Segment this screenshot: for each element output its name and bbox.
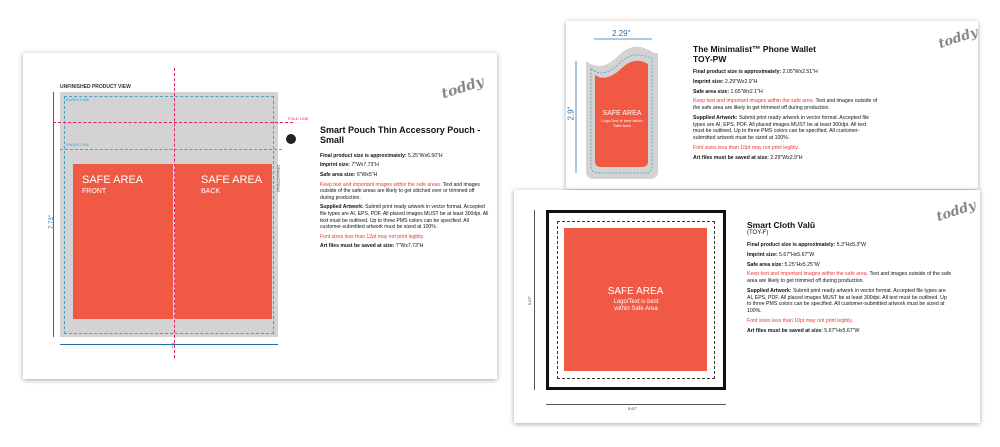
product-code: (TOY-F) xyxy=(747,230,769,236)
safe-warning: Keep text and important images within the safe area. Text and images outside of the safe area are likely to get trimmed off during production. xyxy=(693,98,878,111)
wallet-safe-sub: Logo/Text is best within Safe Area xyxy=(601,118,643,128)
cloth-height-label: 5.67" xyxy=(527,295,533,306)
final-size-line: Final product size is approximately: 2.05"Wx2.51"H xyxy=(693,69,818,75)
product-title: The Minimalist™ Phone Wallet xyxy=(693,44,816,54)
phone-wallet-spec-card xyxy=(566,21,978,189)
pouch-info xyxy=(320,125,490,253)
artwork-requirements: Supplied Artwork: Submit print ready artwork in vector format. Accepted file types are AI, EPS, PDF. All placed images MUST be at least 300dpi. All text must be outlined. Up to three PMS colors can be specified. All customer-submitted artwork must be sized at 100%. xyxy=(747,287,947,314)
imprint-size-line: Imprint size: 2.29"Wx2.9"H xyxy=(693,78,758,85)
artwork-requirements: Supplied Artwork: Submit print ready artwork in vector format. Accepted file types are AI, EPS, PDF. All placed images MUST be at least 300dpi. All text must be outlined. Up to three PMS colors can be specified. All customer-submitted artwork must be sized at 100%. xyxy=(693,114,869,141)
safe-area-front-sub: FRONT xyxy=(82,188,107,195)
safe-area-back-title: SAFE AREA xyxy=(201,174,263,186)
unfinished-view-header: UNFINISHED PRODUCT VIEW xyxy=(60,84,131,90)
saved-size-line: Art files must be saved at size: 5.67"Hx5.67"W xyxy=(747,327,860,334)
font-warning: Font sizes less than 10pt may not print legibly. xyxy=(747,317,854,324)
width-dimension-line xyxy=(60,344,278,345)
toddy-logo: toddy xyxy=(936,25,980,52)
drawstring-icon xyxy=(286,134,296,144)
height-dimension-label: 7.73" xyxy=(48,215,55,229)
cloth-height-line xyxy=(534,210,535,390)
wallet-info xyxy=(693,44,878,164)
cloth-safe-sub: Logo/Text is best within Safe Area xyxy=(613,299,659,313)
safe-area-front xyxy=(73,164,173,319)
product-title: Smart Pouch Thin Accessory Pouch - Small xyxy=(320,125,481,146)
wallet-width-label: 2.29" xyxy=(612,29,631,38)
toddy-logo: toddy xyxy=(934,198,978,225)
final-size-line: Final product size is approximately: 5.3"Hx5.3"W xyxy=(747,242,867,248)
cloth-width-line xyxy=(546,404,726,405)
safe-warning: Keep text and important images within the safe areas. Text and images outside of the safe areas are likely to get stitched over or trimmed off during production. xyxy=(320,181,480,201)
saved-size-line: Art files must be saved at size: 7"Wx7.73"H xyxy=(320,243,424,250)
wallet-safe-title: SAFE AREA xyxy=(602,110,642,117)
fold-line-horizontal xyxy=(53,122,293,123)
safe-area-back-sub: BACK xyxy=(201,188,221,195)
cloth-safe-title: SAFE AREA xyxy=(607,286,664,297)
width-dimension-label: 7" xyxy=(171,344,177,350)
saved-size-line: Art files must be saved at size: 2.29"Wx2.9"H xyxy=(693,154,803,161)
font-warning: Font sizes less than 10pt may not print legibly. xyxy=(693,144,800,151)
safe-size-line: Safe area size: 6"Wx5"H xyxy=(320,171,378,178)
cloth-info xyxy=(747,220,952,337)
cloth-safe-area xyxy=(564,228,707,371)
product-code: TOY-PW xyxy=(693,54,727,64)
safe-size-line: Safe area size: 1.65"Wx2.1"H xyxy=(693,88,763,95)
imprint-size-line: Imprint size: 7"Wx7.73"H xyxy=(320,162,379,169)
font-warning: Font sizes less than 12pt may not print legibly. xyxy=(320,233,425,240)
safe-area-front-title: SAFE AREA xyxy=(82,174,144,186)
finish-line-label: FINISH LINE xyxy=(66,142,90,147)
bleed-line-label: BLEED LINE xyxy=(66,97,90,102)
artwork-requirements: Supplied Artwork: Submit print ready artwork in vector format. Accepted file types are AI, EPS, PDF. All placed images MUST be at least 300dpi. All text must be outlined. Up to three PMS colors can be specified. All customer-submitted artwork must be sized at 100%. xyxy=(320,204,489,231)
cloth-width-label: 5.67" xyxy=(628,406,638,411)
pouch-spec-card xyxy=(23,53,497,379)
toddy-logo: toddy xyxy=(439,73,486,103)
final-size-line: Final product size is approximately: 5.25"Wx6.50"H xyxy=(320,152,443,159)
smart-cloth-spec-card xyxy=(514,190,980,423)
wallet-height-label: 2.9" xyxy=(566,106,576,121)
imprint-size-line: Imprint size: 5.67"Hx5.67"W xyxy=(747,251,815,258)
safe-size-line: Safe area size: 5.25"Hx5.25"W xyxy=(747,261,820,268)
safe-warning: Keep text and important images within the safe area. Text and images outside of the safe area are likely to get trimmed off during production. xyxy=(747,271,952,284)
finish-line xyxy=(60,149,282,150)
safe-area-back xyxy=(175,164,272,319)
fold-line-label: FOLD LINE xyxy=(288,116,309,121)
product-title: Smart Cloth Valū xyxy=(747,220,816,230)
drawstring-label: DRAWSTRING xyxy=(276,165,281,193)
